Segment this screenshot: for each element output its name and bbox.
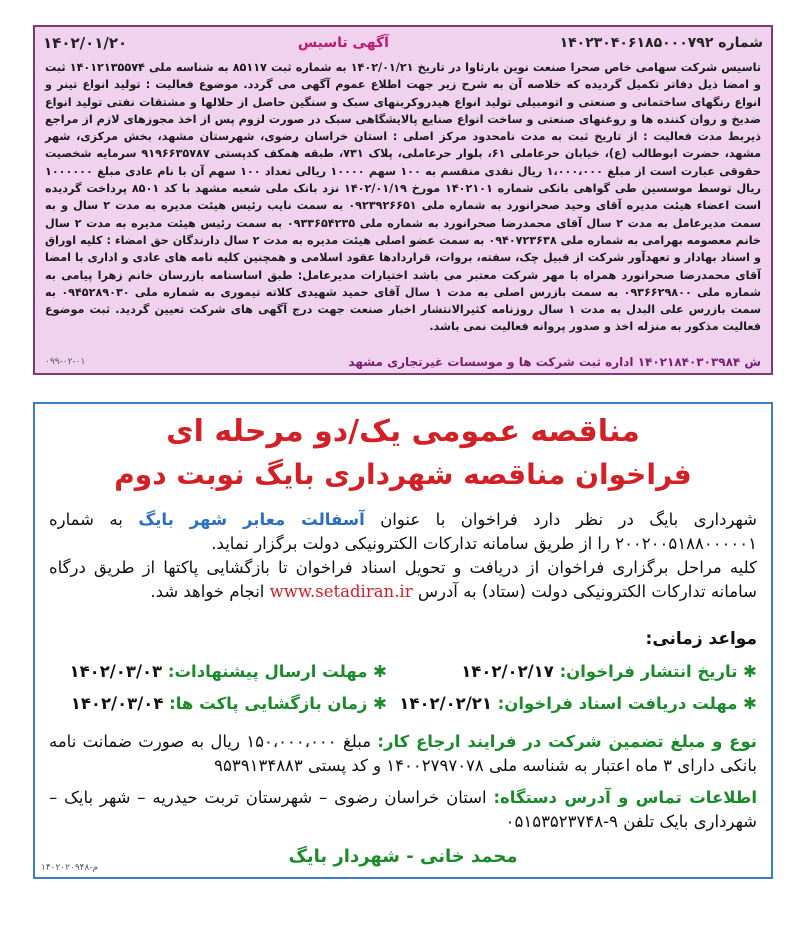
contact-label: اطلاعات تماس و آدرس دستگاه: bbox=[493, 788, 757, 807]
para2-text-b: انجام خواهد شد. bbox=[150, 582, 270, 601]
notice-title: آگهی تاسیس bbox=[297, 35, 389, 51]
contact-paragraph bbox=[49, 786, 757, 834]
publish-date-item: ✱ تاریخ انتشار فراخوان: ۱۴۰۲/۰۲/۱۷ bbox=[461, 662, 757, 681]
intro-text-b: به شماره ۲۰۰۲۰۰۵۱۸۸۰۰۰۰۰۱ را از طریق سامانه تدارکات الکترونیکی دولت برگزار نماید. bbox=[49, 510, 757, 553]
guarantee-text: مبلغ ۱۵۰،۰۰۰،۰۰۰ ریال به صورت ضمانت نامه بانکی دارای ۳ ماه اعتبار به شناسه ملی ۱۴۰۰۲۷۹۷۰۷۸ و کد پستی ۹۵۳۹۱۳۴۸۸۳ bbox=[49, 732, 757, 775]
intro-text-a: شهرداری بایگ در نظر دارد فراخوان با عنوان bbox=[364, 510, 757, 529]
mayor-signature: محمد خانی - شهردار بایگ bbox=[288, 846, 518, 867]
tender-code: ۱۴۰۲۰۲۰۹۴۸-م bbox=[41, 863, 99, 873]
schedule-row-2 bbox=[49, 694, 757, 722]
notice-header bbox=[43, 31, 763, 55]
tender-notice bbox=[33, 402, 773, 879]
notice-footer bbox=[45, 355, 761, 369]
tender-title: مناقصه عمومی یک/دو مرحله ای bbox=[166, 414, 640, 449]
receive-deadline-item: ✱ مهلت دریافت اسناد فراخوان: ۱۴۰۲/۰۲/۲۱ bbox=[399, 694, 757, 713]
guarantee-label: نوع و مبلغ تضمین شرکت در فرایند ارجاع کار: bbox=[377, 732, 757, 751]
registration-notice bbox=[33, 25, 773, 375]
bullet-icon: ✱ bbox=[367, 662, 387, 681]
schedule-row-1 bbox=[49, 662, 757, 690]
tender-subtitle: فراخوان مناقصه شهرداری بایگ نوبت دوم bbox=[114, 458, 692, 491]
contact-text: استان خراسان رضوی – شهرستان تربت حیدریه – شهر بایک – شهرداری بایک تلفن ۹-۰۵۱۵۳۵۲۳۷۴۸ bbox=[49, 788, 757, 831]
notice-date: ۱۴۰۲/۰۱/۲۰ bbox=[43, 34, 128, 52]
setad-link[interactable]: www.setadiran.ir bbox=[269, 582, 413, 601]
notice-code: ۰۹۹-۰۲-۰۱ bbox=[45, 357, 86, 367]
project-title: آسفالت معابر شهر بایگ bbox=[138, 510, 365, 529]
notice-signature: ش ۱۴۰۲۱۸۴۰۳۰۳۹۸۴ اداره ثبت شرکت ها و موسسات غیرتجاری مشهد bbox=[348, 355, 761, 369]
bullet-icon: ✱ bbox=[737, 694, 757, 713]
guarantee-paragraph bbox=[49, 730, 757, 778]
opening-time-item: ✱ زمان بازگشایی پاکت ها: ۱۴۰۲/۰۳/۰۴ bbox=[70, 694, 387, 713]
schedule-title: مواعد زمانی: bbox=[645, 629, 757, 649]
bullet-icon: ✱ bbox=[737, 662, 757, 681]
notice-body: تاسیس شرکت سهامی خاص صحرا صنعت نوین بارثاوا در تاریخ ۱۴۰۲/۰۱/۲۱ به شماره ثبت ۸۵۱۱۷ به شناسه ملی ۱۴۰۱۲۱۳۵۵۷۴ ثبت و امضا ذیل دفاتر تکمیل گردیده که خلاصه آن به شرح زیر جهت اطلاع عموم آگهی می گردد. موضوع فعالیت : تولید انواع تینر و انواع رنگهای ساختمانی و صنعتی و اتومبیلی تولید انواع هیدروکربنهای سبک و سنگین حاصل از حلالها و مشتقات نفتی تولید انواع ضدیخ و روان کننده ها و روغنهای صنعتی و ساخت انواع صنایع پالایشگاهی سبک در صورت لزوم پس از اخذ مجوزهای لازم از مراجع ذیربط مدت فعالیت : از تاریخ ثبت به مدت نامحدود مرکز اصلی : استان خراسان رضوی، شهرستان مشهد، بخش مرکزی، شهر مشهد، حضرت ابوطالب (ع)، خیابان حرعاملی ۶۱، بلوار حرعاملی، پلاک ۷۳۱، طبقه همکف کدپستی ۹۱۹۶۶۳۵۷۸۷ سرمایه شخصیت حقوقی عبارت است از مبلغ ۱،۰۰۰،۰۰۰ ریال نقدی منقسم به ۱۰۰ سهم ۱۰۰۰۰ ریالی تعداد ۱۰۰ سهم آن با نام عادی مبلغ ۱۰۰۰۰۰۰ ریال توسط موسسین طی گواهی بانکی شماره ۱۴۰۲۱۰۱ مورخ ۱۴۰۲/۰۱/۱۹ نزد بانک ملی شعبه مشهد با کد ۸۵۰۱ پرداخت گردیده است اعضاء هیئت مدیره آقای وحید صحرانورد به شماره ملی ۰۹۲۳۹۲۶۶۵۱ به سمت نایب رئیس هیئت مدیره به مدت ۲ سال و به سمت مدیرعامل به مدت ۲ سال آقای محمدرضا صحرانورد به شماره ملی ۰۹۳۳۶۵۴۲۳۵ به سمت رئیس هیئت مدیره به مدت ۲ سال خانم معصومه بهرامی به شماره ملی ۰۹۴۰۷۲۳۶۳۸ به سمت عضو اصلی هیئت مدیره به مدت ۲ سال دارندگان حق امضاء : کلیه اوراق و اسناد بهادار و تعهدآور شرکت از قبیل چک، سفته، بروات، قراردادها عقود اسلامی و همچنین کلیه نامه های عادی و اداری با امضا آقای محمدرضا صحرانورد همراه با مهر شرکت معتبر می باشد اختیارات مدیرعامل: طبق اساسنامه بازرسان خانم زهرا پیامی به شماره ملی ۰۹۳۶۶۲۹۸۰۰ به سمت بازرس اصلی به مدت ۱ سال آقای حمید شهیدی کلاته تیموری به شماره ملی ۰۹۴۵۲۸۹۰۳۰ به سمت بازرس علی البدل به مدت ۱ سال روزنامه کثیرالانتشار اخبار صنعت جهت درج آگهی های شرکت تعیین گردید. ثبت موضوع فعالیت مذکور به منزله اخذ و صدور پروانه فعالیت نمی باشد. bbox=[45, 61, 762, 334]
submit-deadline-item: ✱ مهلت ارسال پیشنهادات: ۱۴۰۲/۰۳/۰۳ bbox=[69, 662, 387, 681]
notice-number: شماره ۱۴۰۲۳۰۴۰۶۱۸۵۰۰۰۷۹۲ bbox=[559, 35, 763, 51]
tender-intro bbox=[49, 508, 757, 604]
para2-text-a: کلیه مراحل برگزاری فراخوان از دریافت و تحویل اسناد فراخوان تا بازگشایی پاکتها از طریق درگاه سامانه تدارکات الکترونیکی دولت (ستاد) به آدرس bbox=[49, 558, 757, 601]
bullet-icon: ✱ bbox=[367, 694, 387, 713]
